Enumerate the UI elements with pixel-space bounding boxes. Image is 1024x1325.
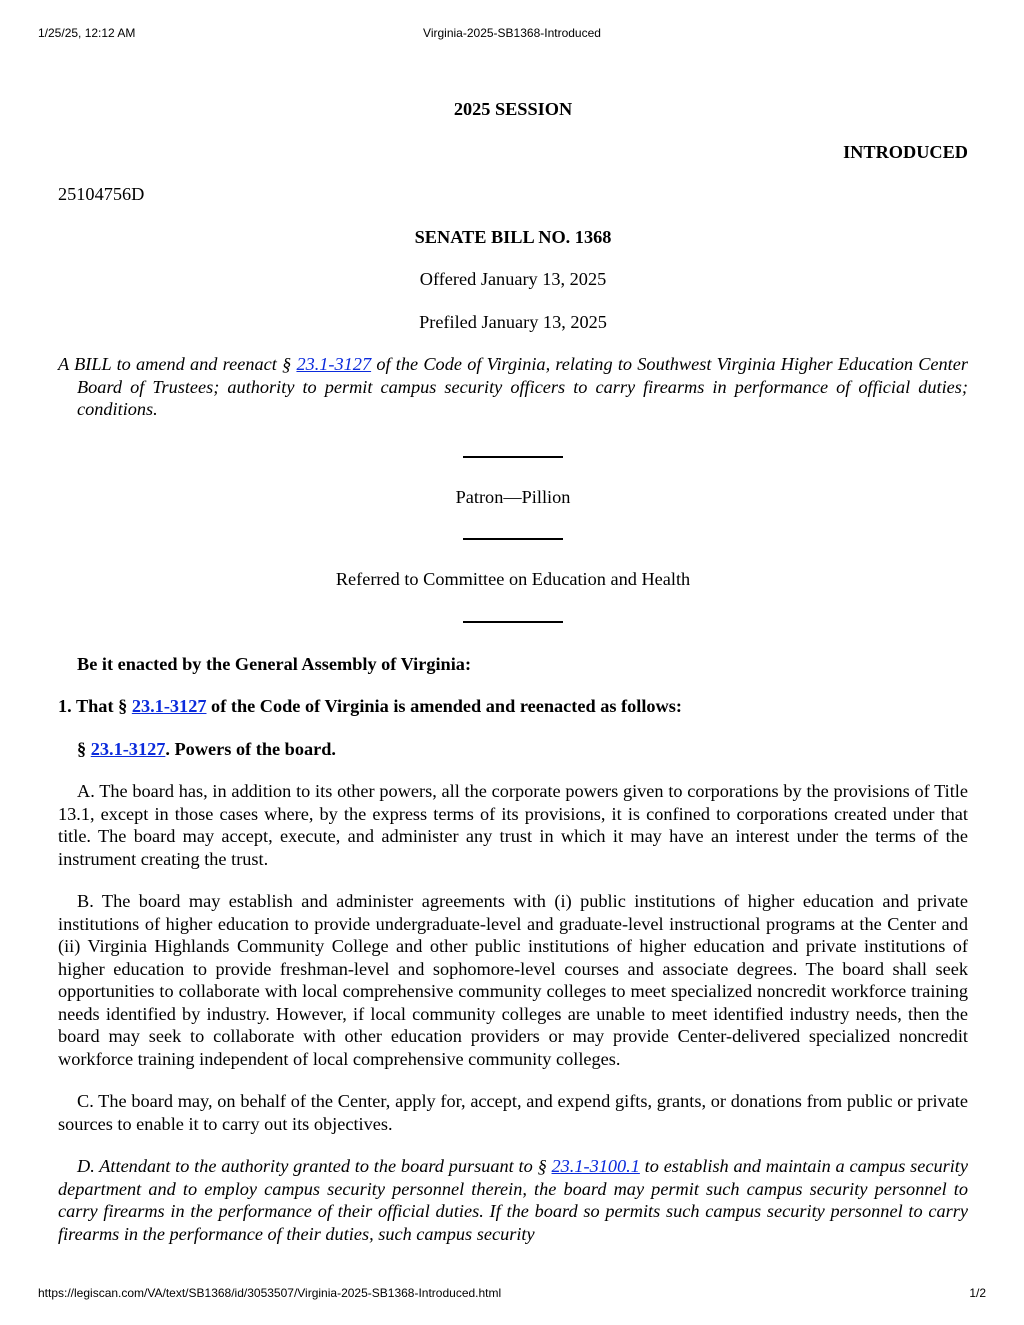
amendment-clause: [58, 695, 968, 718]
section-heading: [58, 738, 968, 761]
print-header: [0, 26, 1024, 42]
bill-number: SENATE BILL NO. 1368: [414, 226, 612, 247]
offered-date: Offered January 13, 2025: [419, 269, 607, 289]
bill-document: [58, 98, 968, 1245]
paragraph-d-after: to establish and maintain a campus security department and to employ campus security personnel therein, the board may permit such campus security personnel to carry firearms in the performance of their official duties. If the board so permits such campus security personnel to carry firearms in the performance of their duties, such campus security: [58, 1156, 968, 1244]
enacting-clause: Be it enacted by the General Assembly of Virginia:: [77, 653, 472, 674]
paragraph-a: A. The board has, in addition to its other powers, all the corporate powers given to corporations by the provisions of Title 13.1, except in those cases where, by the express terms of its provisions, it is confined to corporations created under that title. The board may accept, execute, and administer any trust in which it may have an interest under the terms of the instrument creating the trust.: [58, 781, 968, 869]
bill-caption: [58, 353, 968, 421]
print-footer: [0, 1286, 1024, 1302]
committee-referral: Referred to Committee on Education and Health: [335, 569, 691, 589]
prefiled-date: Prefiled January 13, 2025: [419, 311, 607, 332]
page-number: 1/2: [969, 1286, 986, 1300]
code-link-caption[interactable]: 23.1-3127: [296, 354, 372, 374]
patron-line: Patron—Pillion: [455, 486, 571, 507]
print-title: Virginia-2025-SB1368-Introduced: [423, 26, 601, 40]
divider-rule: [463, 456, 563, 458]
document-number: 25104756D: [58, 184, 145, 204]
print-url: https://legiscan.com/VA/text/SB1368/id/3053507/Virginia-2025-SB1368-Introduced.html: [38, 1286, 502, 1300]
paragraph-d-before: D. Attendant to the authority granted to the board pursuant to §: [77, 1156, 552, 1176]
amendment-text-before: 1. That §: [58, 696, 132, 716]
status-heading: INTRODUCED: [843, 141, 968, 162]
paragraph-d: [58, 1155, 968, 1245]
caption-text-after: of the Code of Virginia, relating to Southwest Virginia Higher Education Center Board of Trustees; authority to permit campus security officers to carry firearms in performance of official duties; conditions.: [77, 354, 968, 419]
paragraph-b: B. The board may establish and administer agreements with (i) public institutions of higher education and private institutions of higher education to provide undergraduate-level and graduate-level instructional programs at the Center and (ii) Virginia Highlands Community College and other public institutions of higher education and private institutions of higher education to provide freshman-level and sophomore-level courses and associate degrees. The board shall seek opportunities to collaborate with local comprehensive community colleges to meet specialized noncredit workforce training needs identified by industry. However, if local community colleges are unable to meet identified industry needs, then the board may seek to collaborate with other education providers or may provide Center-delivered specialized noncredit workforce training independent of local comprehensive community colleges.: [58, 891, 968, 1069]
code-link-paragraph-d[interactable]: 23.1-3100.1: [551, 1156, 640, 1176]
caption-text-before: A BILL to amend and reenact §: [58, 354, 297, 374]
section-title: . Powers of the board.: [165, 738, 336, 759]
print-datetime: 1/25/25, 12:12 AM: [38, 26, 136, 40]
code-link-amendment[interactable]: 23.1-3127: [131, 696, 207, 716]
paragraph-c: C. The board may, on behalf of the Center, apply for, accept, and expend gifts, grants, or donations from public or private sources to enable it to carry out its objectives.: [58, 1091, 968, 1134]
section-symbol: §: [77, 738, 91, 759]
session-heading: 2025 SESSION: [453, 99, 573, 119]
divider-rule: [463, 621, 563, 623]
code-link-section[interactable]: 23.1-3127: [90, 738, 166, 759]
divider-rule: [463, 538, 563, 540]
amendment-text-after: of the Code of Virginia is amended and reenacted as follows:: [206, 696, 682, 716]
